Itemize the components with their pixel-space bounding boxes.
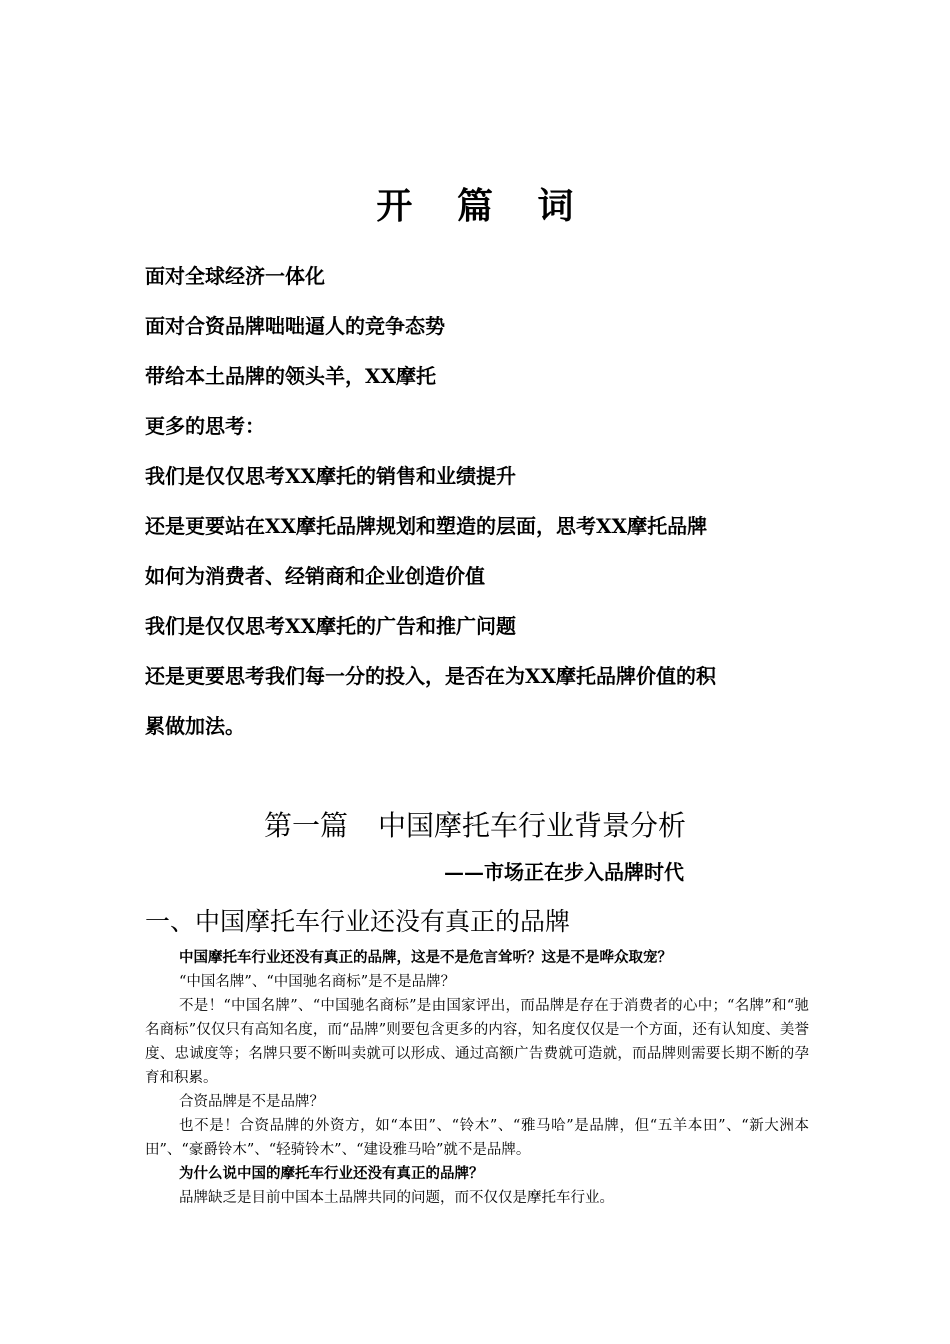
section-body bbox=[145, 946, 809, 1210]
body-paragraph: 合资品牌是不是品牌？ bbox=[179, 1094, 324, 1110]
body-paragraph: “中国名牌”、“中国驰名商标”是不是品牌？ bbox=[179, 974, 456, 990]
intro-line: 累做加法。 bbox=[145, 714, 245, 738]
intro-line: 我们是仅仅思考XX摩托的销售和业绩提升 bbox=[145, 464, 517, 488]
body-paragraph: 品牌缺乏是目前中国本土品牌共同的问题，而不仅仅是摩托车行业。 bbox=[179, 1190, 614, 1206]
chapter-heading bbox=[0, 804, 950, 844]
page-title bbox=[0, 178, 950, 229]
intro-block bbox=[145, 254, 815, 754]
intro-line: 更多的思考： bbox=[145, 414, 265, 438]
body-paragraph: 也不是！合资品牌的外资方，如“本田”、“铃木”、“雅马哈”是品牌，但“五羊本田”、“新大洲本田”、“豪爵铃木”、“轻骑铃木”、“建设雅马哈”就不是品牌。 bbox=[145, 1118, 809, 1158]
chapter-subtitle: ——市场正在步入品牌时代 bbox=[444, 860, 684, 884]
intro-line: 带给本土品牌的领头羊，XX摩托 bbox=[145, 364, 437, 388]
body-paragraph: 中国摩托车行业还没有真正的品牌，这是不是危言耸听？这是不是哗众取宠？ bbox=[179, 949, 672, 966]
intro-line: 我们是仅仅思考XX摩托的广告和推广问题 bbox=[145, 614, 517, 638]
intro-line: 如何为消费者、经销商和企业创造价值 bbox=[145, 564, 485, 588]
chapter-title: 中国摩托车行业背景分析 bbox=[378, 809, 687, 842]
body-paragraph: 为什么说中国的摩托车行业还没有真正的品牌？ bbox=[179, 1165, 484, 1182]
intro-line: 面对合资品牌咄咄逼人的竞争态势 bbox=[145, 314, 445, 338]
title-char: 词 bbox=[537, 186, 574, 227]
title-char: 篇 bbox=[456, 186, 493, 227]
section-heading: 一、中国摩托车行业还没有真正的品牌 bbox=[145, 907, 571, 936]
chapter-number: 第一篇 bbox=[263, 809, 348, 842]
intro-line: 还是更要思考我们每一分的投入，是否在为XX摩托品牌价值的积 bbox=[145, 664, 717, 688]
body-paragraph: 不是！“中国名牌”、“中国驰名商标”是由国家评出，而品牌是存在于消费者的心中；“名牌”和“驰名商标”仅仅只有高知名度，而“品牌”则要包含更多的内容，知名度仅仅是一个方面，还有认知度、美誉度、忠诚度等；名牌只要不断叫卖就可以形成、通过高额广告费就可造就，而品牌则需要长期不断的孕育和积累。 bbox=[145, 998, 809, 1086]
intro-line: 面对全球经济一体化 bbox=[145, 264, 325, 288]
intro-line: 还是更要站在XX摩托品牌规划和塑造的层面，思考XX摩托品牌 bbox=[145, 514, 708, 538]
title-char: 开 bbox=[376, 186, 413, 227]
